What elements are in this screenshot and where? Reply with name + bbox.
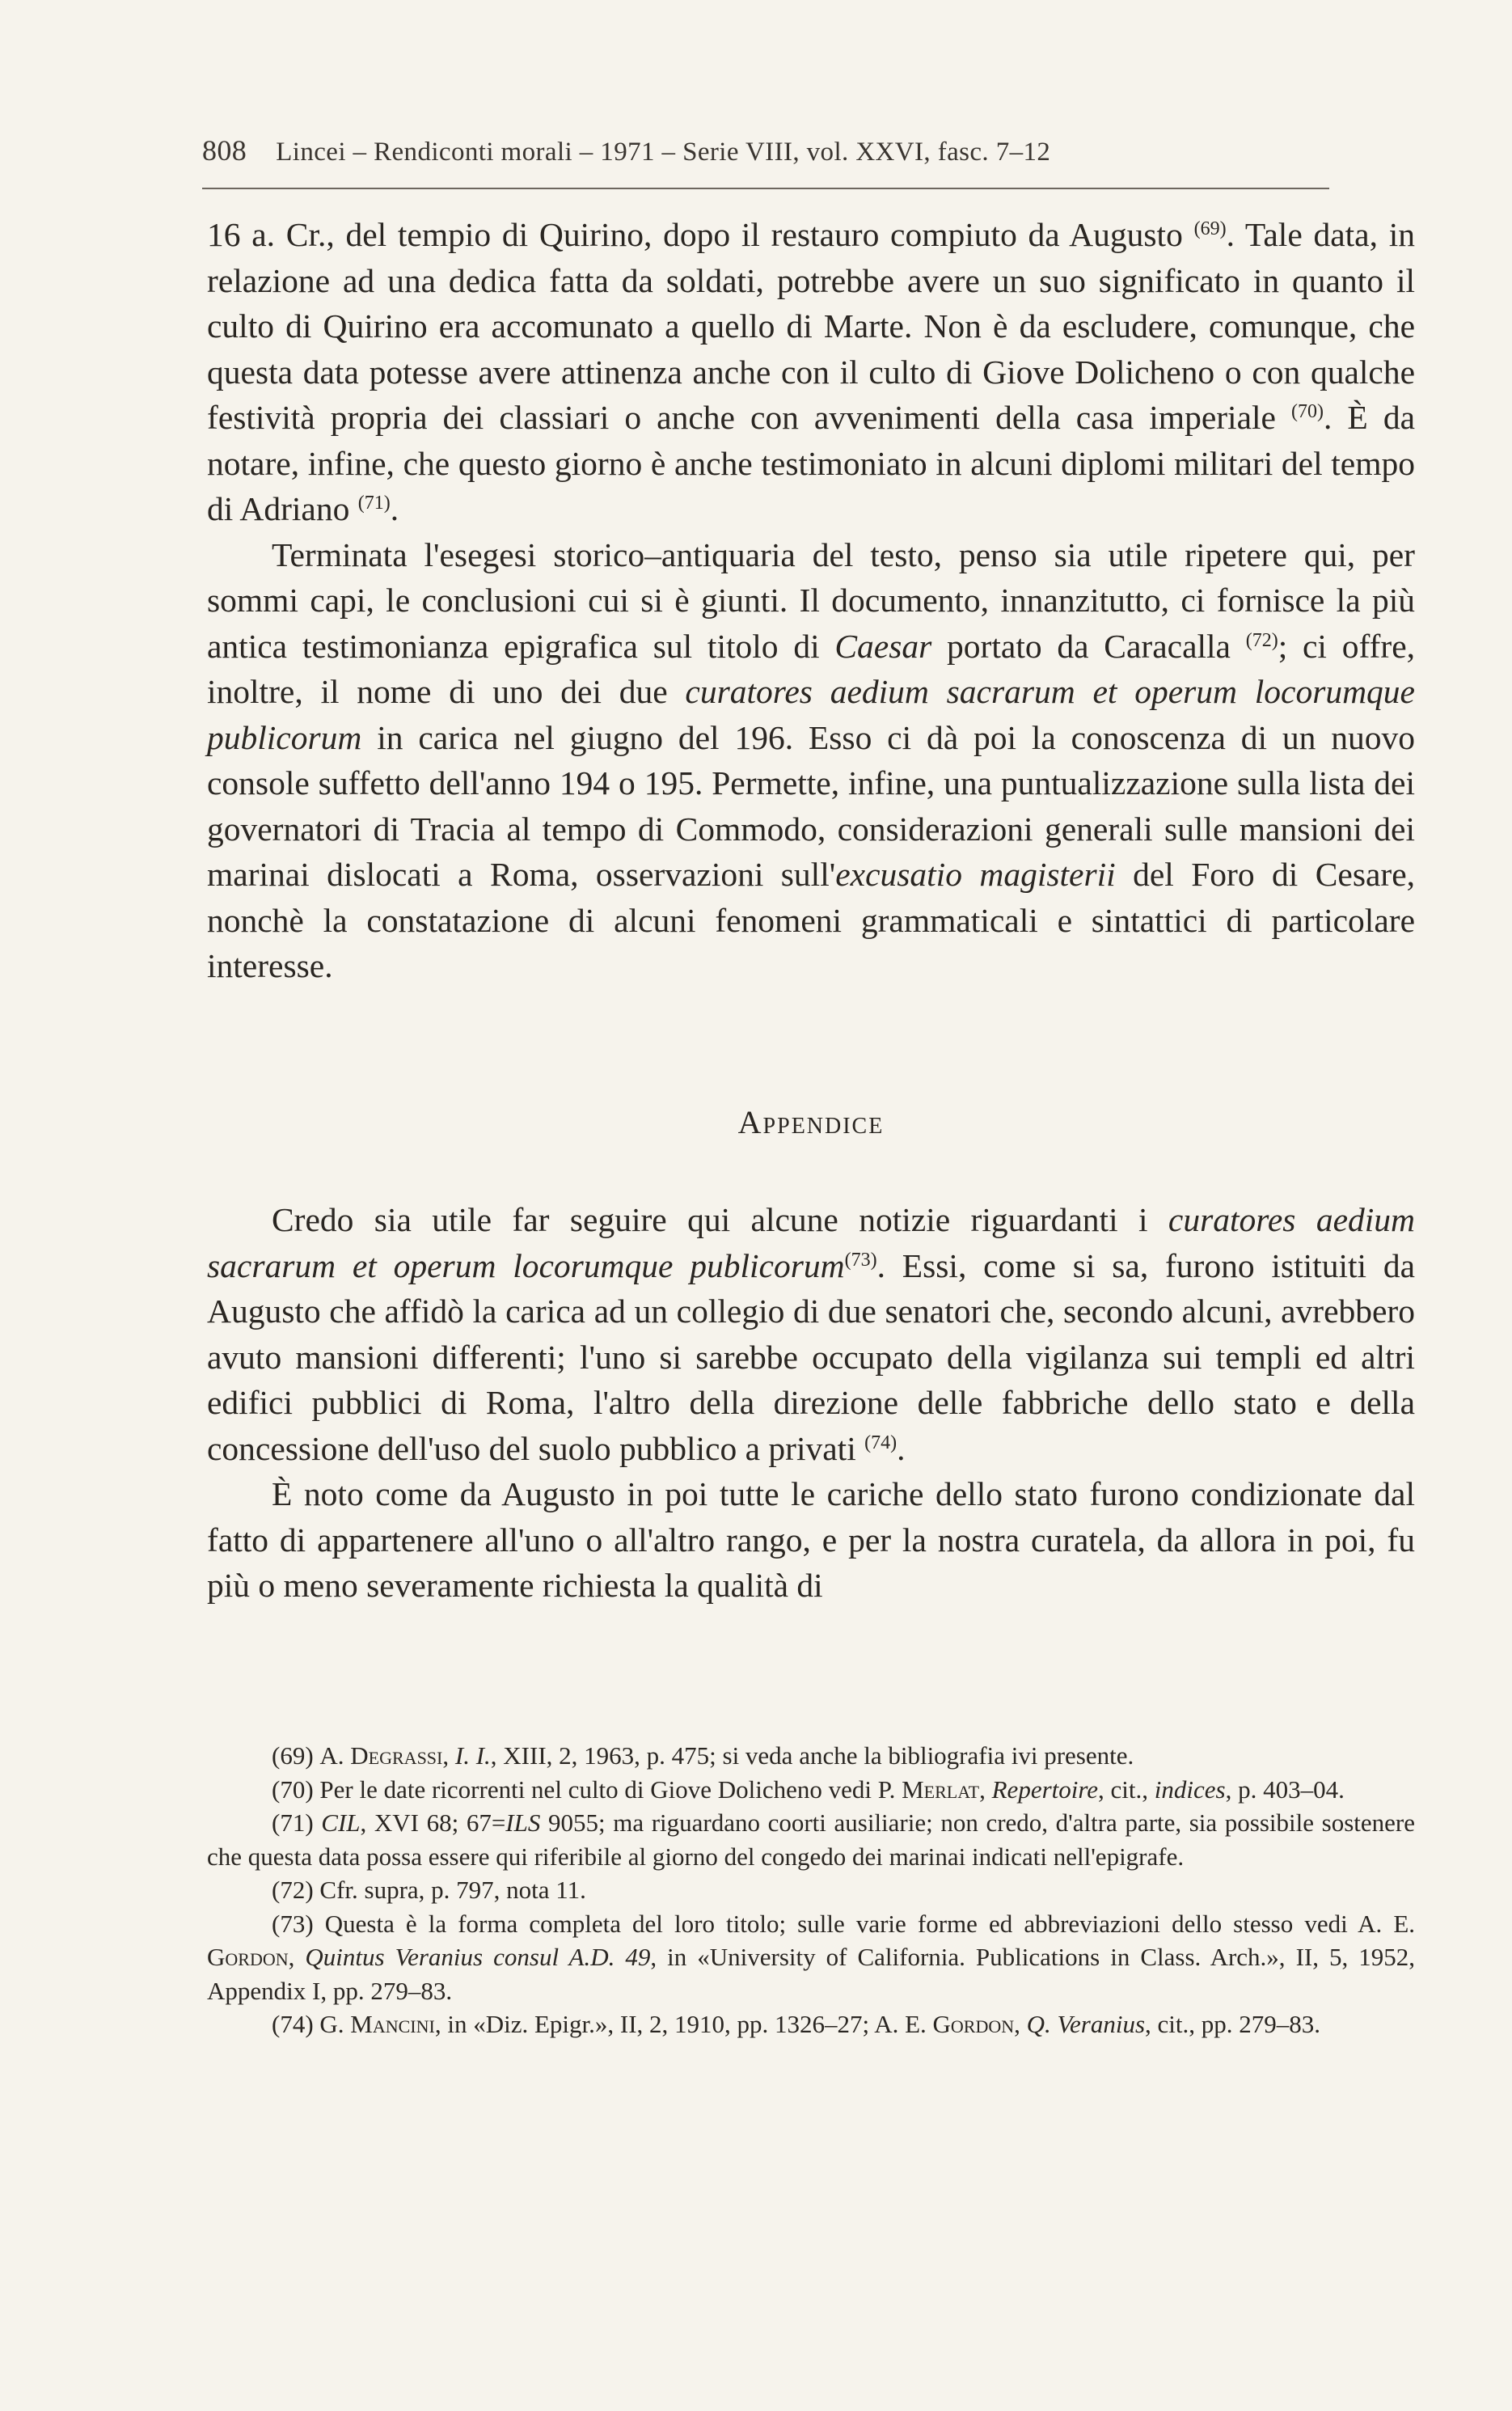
- running-title: Lincei – Rendiconti morali – 1971 – Serie VIII, vol. XXVI, fasc. 7–12: [276, 137, 1051, 167]
- footnote-number: (69): [272, 1741, 320, 1770]
- text-run: . Essi, come si sa, furono istituiti da Augusto che affidò la carica ad un collegio di due senatori che, secondo alcuni, avrebbero avuto mansioni differenti; l'uno si sarebbe occupato della vigilanza sui templi ed altri edifici pubblici di Roma, l'altro della direzione delle fabbriche dello stato e della concessione dell'uso del suolo pubblico a privati: [207, 1246, 1415, 1467]
- page-number: 808: [202, 134, 247, 167]
- text-run: Questa è la forma completa del loro titolo; sulle varie forme ed abbreviazioni dello stesso vedi A. E.: [324, 1909, 1416, 1938]
- italic-term: excusatio magisterii: [835, 856, 1116, 893]
- running-head: [202, 133, 1329, 167]
- text-run: Per le date ricorrenti nel culto di Giove Dolicheno vedi P.: [319, 1774, 902, 1804]
- text-run: Credo sia utile far seguire qui alcune notizie riguardanti i: [272, 1201, 1168, 1238]
- appendix-text: [207, 1197, 1415, 1609]
- italic-term: Caesar: [834, 627, 932, 665]
- text-run: .: [897, 1429, 906, 1467]
- footnote-ref-72: (72): [1245, 629, 1278, 651]
- footnote-72: [207, 1873, 1415, 1907]
- work-title: indices: [1154, 1774, 1226, 1804]
- text-run: , in «Diz. Epigr.», II, 2, 1910, pp. 1326–27; A. E.: [434, 2010, 933, 2038]
- footnote-ref-73: (73): [844, 1249, 877, 1271]
- work-title: Q. Veranius: [1026, 2010, 1146, 2038]
- text-run: 16 a. Cr., del tempio di Quirino, dopo il restauro compiuto da Augusto: [207, 216, 1194, 253]
- footnote-ref-74: (74): [864, 1432, 897, 1453]
- footnote-74: [207, 2007, 1415, 2041]
- text-run: ,: [288, 1943, 306, 1971]
- main-text: [207, 212, 1415, 989]
- text-run: .: [390, 490, 399, 527]
- appendix-paragraph-1: [207, 1197, 1415, 1471]
- text-run: del Foro di Cesare, nonchè la constatazione di alcuni fenomeni grammaticali e sintattici di particolare interesse.: [207, 856, 1416, 984]
- footnote-ref-70: (70): [1291, 401, 1324, 422]
- work-title: ILS: [505, 1808, 541, 1837]
- footnotes: [207, 1739, 1415, 2041]
- author: Gordon: [207, 1943, 289, 1971]
- appendix-paragraph-2: È noto come da Augusto in poi tutte le cariche dello stato furono condizionate dal fatto di appartenere all'uno o all'altro rango, e per la nostra curatela, da allora in poi, fu più o meno severamente richiesta la qualità di: [207, 1475, 1415, 1604]
- text-run: in carica nel giugno del 196. Esso ci dà poi la conoscenza di un nuovo console suffetto dell'anno 194 o 195. Permette, infine, una puntualizzazione sulla lista dei governatori di Tracia al tempo di Commodo, considerazioni generali sulle mansioni dei marinai dislocati a Roma, osservazioni sull': [207, 718, 1415, 893]
- text-run: ,: [1014, 2010, 1027, 2038]
- text-run: ,: [979, 1774, 992, 1804]
- header-rule: [202, 188, 1329, 189]
- text-run: . È da notare, infine, che questo giorno è anche testimoniato in alcuni diplomi militari del tempo di Adriano: [207, 399, 1415, 527]
- appendix-heading: Appendice: [737, 1104, 885, 1140]
- paragraph-conclusions: [207, 532, 1415, 989]
- author: Mancini: [350, 2010, 435, 2038]
- footnote-number: (70): [272, 1774, 320, 1804]
- text-run: , in «University of California. Publications in Class. Arch.», II, 5, 1952, Appendix I, pp. 279–83.: [207, 1943, 1415, 2005]
- text-run: ; ci offre, inoltre, il nome di uno dei due: [207, 627, 1415, 710]
- work-title: Quintus Veranius consul A.D. 49: [305, 1943, 651, 1971]
- text-run: , XVI 68; 67=: [360, 1808, 506, 1837]
- text-run: portato da Caracalla: [931, 627, 1246, 665]
- footnote-ref-71: (71): [357, 493, 391, 514]
- text-run: G.: [319, 2010, 351, 2038]
- text-run: . Tale data, in relazione ad una dedica fatta da soldati, potrebbe avere un suo significato in quanto il culto di Quirino era accomunato a quello di Marte. Non è da escludere, comunque, che questa data potesse avere attinenza anche con il culto di Giove Dolicheno o con qualche festività propria dei classiari o anche con avvenimenti della casa imperiale: [207, 216, 1415, 436]
- footnote-number: (72): [272, 1876, 320, 1904]
- text-run: Cfr. supra, p. 797, nota 11.: [319, 1876, 586, 1904]
- footnote-73: [207, 1907, 1415, 2008]
- footnote-number: (71): [272, 1808, 322, 1837]
- footnote-number: (74): [272, 2010, 320, 2038]
- work-title: CIL: [321, 1808, 361, 1837]
- text-run: , p. 403–04.: [1225, 1774, 1345, 1804]
- text-run: ,: [442, 1741, 455, 1770]
- work-title: I. I.: [454, 1741, 491, 1770]
- text-run: , XIII, 2, 1963, p. 475; si veda anche la bibliografia ivi presente.: [490, 1741, 1134, 1770]
- text-run: 9055; ma riguardano coorti ausiliarie; non credo, d'altra parte, sia possibile sostenere che questa data possa essere qui riferibile al giorno del congedo dei marinai indicati nell'epigrafe.: [207, 1808, 1415, 1871]
- footnote-69: [207, 1739, 1415, 1773]
- work-title: Repertoire: [991, 1774, 1099, 1804]
- footnote-number: (73): [272, 1909, 325, 1938]
- italic-term: curatores aedium sacrarum et operum locorumque publicorum: [207, 673, 1415, 756]
- text-run: , cit., pp. 279–83.: [1145, 2010, 1321, 2038]
- paragraph-continuation: [207, 212, 1415, 532]
- footnote-ref-69: (69): [1193, 218, 1227, 239]
- italic-term: curatores aedium sacrarum et operum locorumque publicorum: [207, 1201, 1415, 1284]
- author: A. Degrassi: [319, 1741, 443, 1770]
- author: Gordon: [932, 2010, 1015, 2038]
- author: Merlat: [902, 1774, 980, 1804]
- text-run: Terminata l'esegesi storico–antiquaria del testo, penso sia utile ripetere qui, per sommi capi, le conclusioni cui si è giunti. Il documento, innanzitutto, ci fornisce la più antica testimonianza epigrafica sul titolo di: [207, 535, 1415, 665]
- footnote-71: [207, 1806, 1415, 1873]
- text-run: , cit.,: [1098, 1774, 1155, 1804]
- footnote-70: [207, 1773, 1415, 1807]
